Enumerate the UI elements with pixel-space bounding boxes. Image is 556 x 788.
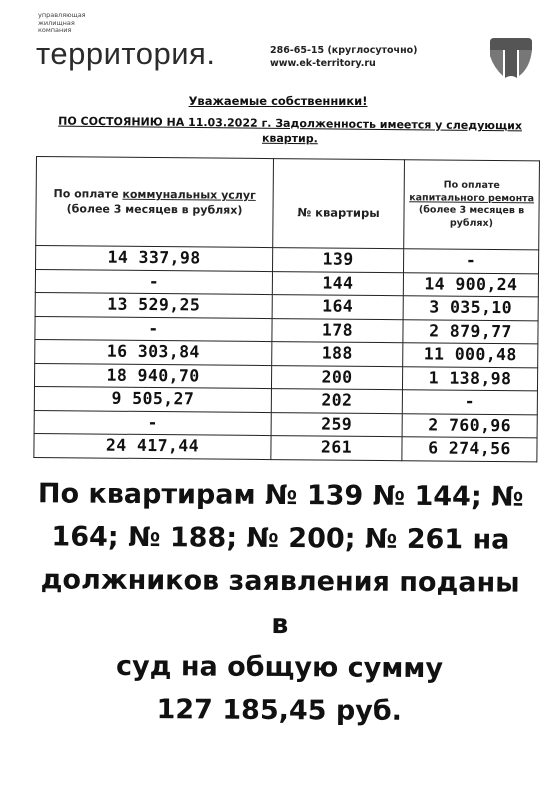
utilities-debt-cell: 18 940,70 bbox=[34, 363, 271, 389]
greeting-heading: Уважаемые собственники! bbox=[188, 94, 368, 108]
court-statement bbox=[29, 472, 531, 733]
apartment-number-cell: 200 bbox=[271, 365, 402, 390]
statement-line: суд на общую сумму bbox=[115, 650, 444, 685]
repair-debt-cell: 6 274,56 bbox=[402, 437, 537, 462]
statement-total: 127 185,45 руб. bbox=[156, 694, 403, 727]
utilities-debt-cell: - bbox=[35, 269, 272, 295]
repair-debt-cell: 2 760,96 bbox=[402, 413, 537, 438]
table-row bbox=[34, 433, 537, 461]
utilities-column-header: По оплате коммунальных услуг (более 3 месяцев в рублях) bbox=[36, 157, 274, 248]
repair-debt-cell: 11 000,48 bbox=[403, 343, 538, 368]
apartment-column-header: № квартиры bbox=[273, 159, 405, 249]
utilities-debt-cell: 9 505,27 bbox=[34, 386, 271, 412]
repair-column-header: По оплате капитального ремонта (более 3 месяцев в рублях) bbox=[404, 160, 540, 250]
company-name: территория. bbox=[36, 36, 216, 71]
debt-table bbox=[33, 156, 540, 462]
statement-line: 164; № 188; № 200; № 261 на bbox=[51, 521, 510, 556]
website-link: www.ek-territory.ru bbox=[270, 58, 376, 69]
tagline-line: компания bbox=[38, 26, 72, 34]
contacts-block bbox=[270, 44, 418, 70]
repair-debt-cell: - bbox=[402, 390, 537, 415]
repair-debt-cell: 1 138,98 bbox=[402, 366, 537, 391]
company-logo-icon bbox=[488, 36, 534, 80]
apartment-number-cell: 139 bbox=[273, 248, 404, 273]
repair-debt-cell: 3 035,10 bbox=[403, 296, 538, 321]
utilities-debt-cell: - bbox=[34, 410, 271, 436]
debt-notice-heading: ПО СОСТОЯНИЮ НА 11.03.2022 г. Задолженность имеется у следующих квартир. bbox=[58, 114, 523, 146]
phone-number: 286-65-15 (круглосуточно) bbox=[270, 45, 418, 56]
utilities-debt-cell: 16 303,84 bbox=[35, 339, 272, 365]
repair-debt-cell: 14 900,24 bbox=[403, 272, 538, 297]
apartment-number-cell: 144 bbox=[272, 271, 403, 296]
tagline-line: жилищная bbox=[38, 18, 75, 27]
apartment-number-cell: 164 bbox=[272, 295, 403, 320]
table-header-row bbox=[36, 157, 540, 250]
utilities-debt-cell: 13 529,25 bbox=[35, 292, 272, 318]
repair-debt-cell: - bbox=[403, 249, 538, 274]
apartment-number-cell: 178 bbox=[272, 318, 403, 343]
apartment-number-cell: 202 bbox=[271, 389, 402, 414]
apartment-number-cell: 188 bbox=[272, 342, 403, 367]
statement-line: должников заявления поданы в bbox=[40, 564, 520, 641]
utilities-debt-cell: - bbox=[35, 316, 272, 342]
apartment-number-cell: 261 bbox=[271, 436, 402, 461]
utilities-debt-cell: 14 337,98 bbox=[36, 246, 273, 272]
tagline-line: управляющая bbox=[38, 11, 86, 19]
repair-debt-cell: 2 879,77 bbox=[403, 319, 538, 344]
utilities-debt-cell: 24 417,44 bbox=[34, 433, 271, 459]
company-tagline bbox=[38, 12, 128, 35]
apartment-number-cell: 259 bbox=[271, 412, 402, 437]
statement-line: По квартирам № 139 № 144; № bbox=[37, 478, 524, 513]
